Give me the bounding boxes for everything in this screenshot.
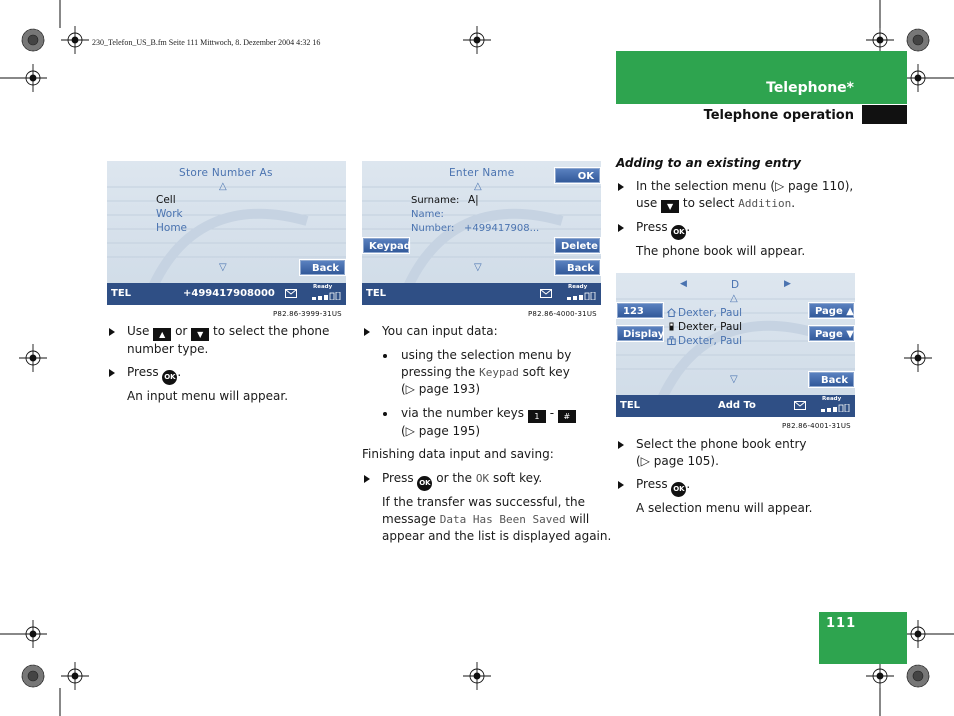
status-tel: TEL <box>620 400 641 411</box>
status-bar <box>362 283 601 305</box>
surname-label: Surname: <box>411 195 460 206</box>
ok-button-icon: OK <box>162 370 177 385</box>
scroll-down-icon: ▽ <box>474 262 482 273</box>
col2-step-1: You can input data: <box>382 324 498 338</box>
col3-step-1: In the selection menu (▷ page 110), use ▼ to select Addition. <box>636 179 854 211</box>
bullet-dot <box>383 412 387 416</box>
scroll-down-icon: ▽ <box>219 262 227 273</box>
screen-enter-name <box>362 161 601 305</box>
col2-step-2: Press OK or the OK soft key. <box>382 470 607 491</box>
surname-input[interactable]: A| <box>468 194 479 206</box>
entry-name: Dexter, Paul <box>678 321 743 333</box>
softkey-123[interactable]: 123 <box>616 302 664 319</box>
letter-selector[interactable]: D <box>731 279 740 291</box>
section-heading: Adding to an existing entry <box>616 156 801 170</box>
ok-button-icon: OK <box>417 476 432 491</box>
letter-right-icon[interactable]: ▶ <box>784 279 792 289</box>
number-value: +499417908... <box>464 223 540 234</box>
softkey-back[interactable]: Back <box>554 259 601 276</box>
scroll-up-icon: △ <box>219 181 227 192</box>
scroll-up-icon: △ <box>474 181 482 192</box>
option-work[interactable]: Work <box>156 208 183 220</box>
step-arrow-icon <box>618 441 624 449</box>
figure-caption: P82.86-4000-31US <box>528 310 597 318</box>
option-home[interactable]: Home <box>156 222 188 234</box>
office-icon <box>667 336 676 345</box>
bullet-dot <box>383 354 387 358</box>
number-label: Number: <box>411 223 455 234</box>
status-add-to: Add To <box>718 400 756 411</box>
page-number: 111 <box>826 616 857 631</box>
page-down-icon: ▼ <box>846 329 854 340</box>
figure-caption: P82.86-3999-31US <box>273 310 342 318</box>
signal-strength-icon <box>312 292 342 300</box>
screen-phone-book <box>616 273 855 417</box>
col2-sub-2: via the number keys 1 - # (▷ page 195) <box>401 405 611 440</box>
signal-strength-icon <box>821 404 851 412</box>
number-key-hash-icon: # <box>558 410 576 423</box>
option-cell[interactable]: Cell <box>156 194 176 206</box>
col3-step-2: Press OK . <box>636 219 866 240</box>
mobile-phone-icon <box>667 322 676 331</box>
entry-name: Dexter, Paul <box>678 307 743 319</box>
step-arrow-icon <box>618 183 624 191</box>
screen-store-number-as <box>107 161 346 305</box>
status-ready: Ready <box>568 284 588 290</box>
step-arrow-icon <box>618 224 624 232</box>
down-key-icon: ▼ <box>191 328 209 341</box>
scroll-up-icon: △ <box>730 293 738 304</box>
softkey-page-down-label: Page <box>815 329 843 340</box>
softkey-back[interactable]: Back <box>299 259 346 276</box>
status-tel: TEL <box>111 288 132 299</box>
softkey-ok[interactable]: OK <box>554 167 601 184</box>
file-header: 230_Telefon_US_B.fm Seite 111 Mittwoch, 8. Dezember 2004 4:32 16 <box>92 38 321 47</box>
step-arrow-icon <box>109 369 115 377</box>
status-number: +499417908000 <box>183 288 275 299</box>
section-marker <box>862 105 907 124</box>
letter-left-icon[interactable]: ◀ <box>680 279 688 289</box>
col3-step-3: Select the phone book entry (▷ page 105). <box>636 437 807 468</box>
step-arrow-icon <box>364 475 370 483</box>
phonebook-entry[interactable] <box>667 321 742 333</box>
phonebook-entry[interactable] <box>667 307 742 319</box>
envelope-icon <box>285 289 297 298</box>
col1-step-2: Press OK . <box>127 364 342 385</box>
softkey-page-up[interactable] <box>808 302 855 319</box>
section-title: Telephone operation <box>703 108 854 123</box>
up-key-icon: ▲ <box>153 328 171 341</box>
scroll-down-icon: ▽ <box>730 374 738 385</box>
envelope-icon <box>794 401 806 410</box>
signal-strength-icon <box>567 292 597 300</box>
page-up-icon: ▲ <box>846 306 854 317</box>
col1-step-1: Use ▲ or ▼ to select the phone number type. <box>127 324 330 356</box>
status-ready: Ready <box>313 284 333 290</box>
screen-heading: Store Number As <box>179 167 273 179</box>
envelope-icon <box>540 289 552 298</box>
col3-step-2-result: The phone book will appear. <box>636 244 806 258</box>
ok-button-icon: OK <box>671 482 686 497</box>
softkey-keypad[interactable]: Keypad <box>362 237 410 254</box>
status-ready: Ready <box>822 396 842 402</box>
col2-sub-1: using the selection menu by pressing the Keypad soft key (▷ page 193) <box>401 348 572 396</box>
name-label: Name: <box>411 209 444 220</box>
softkey-display[interactable]: Display <box>616 325 664 342</box>
status-tel: TEL <box>366 288 387 299</box>
step-arrow-icon <box>364 328 370 336</box>
number-key-1-icon: 1 <box>528 410 546 423</box>
home-icon <box>667 308 676 317</box>
softkey-page-down[interactable] <box>808 325 855 342</box>
chapter-tab <box>616 51 907 104</box>
col3-step-4-result: A selection menu will appear. <box>636 501 813 515</box>
entry-name: Dexter, Paul <box>678 335 743 347</box>
softkey-delete[interactable]: Delete <box>554 237 601 254</box>
down-key-icon: ▼ <box>661 200 679 213</box>
figure-caption: P82.86-4001-31US <box>782 422 851 430</box>
step-arrow-icon <box>109 328 115 336</box>
col3-step-4: Press OK . <box>636 476 866 497</box>
softkey-back[interactable]: Back <box>808 371 855 388</box>
col2-result: If the transfer was successful, the message Data Has Been Saved will appear and the list is displayed again. <box>382 495 612 543</box>
status-bar <box>616 395 855 417</box>
step-arrow-icon <box>618 481 624 489</box>
status-bar <box>107 283 346 305</box>
ok-button-icon: OK <box>671 225 686 240</box>
col1-step-2-result: An input menu will appear. <box>127 389 289 403</box>
screen-heading: Enter Name <box>449 167 515 179</box>
col2-finish: Finishing data input and saving: <box>362 447 554 461</box>
chapter-title: Telephone* <box>766 80 854 96</box>
softkey-page-up-label: Page <box>815 306 843 317</box>
phonebook-entry[interactable] <box>667 335 742 347</box>
